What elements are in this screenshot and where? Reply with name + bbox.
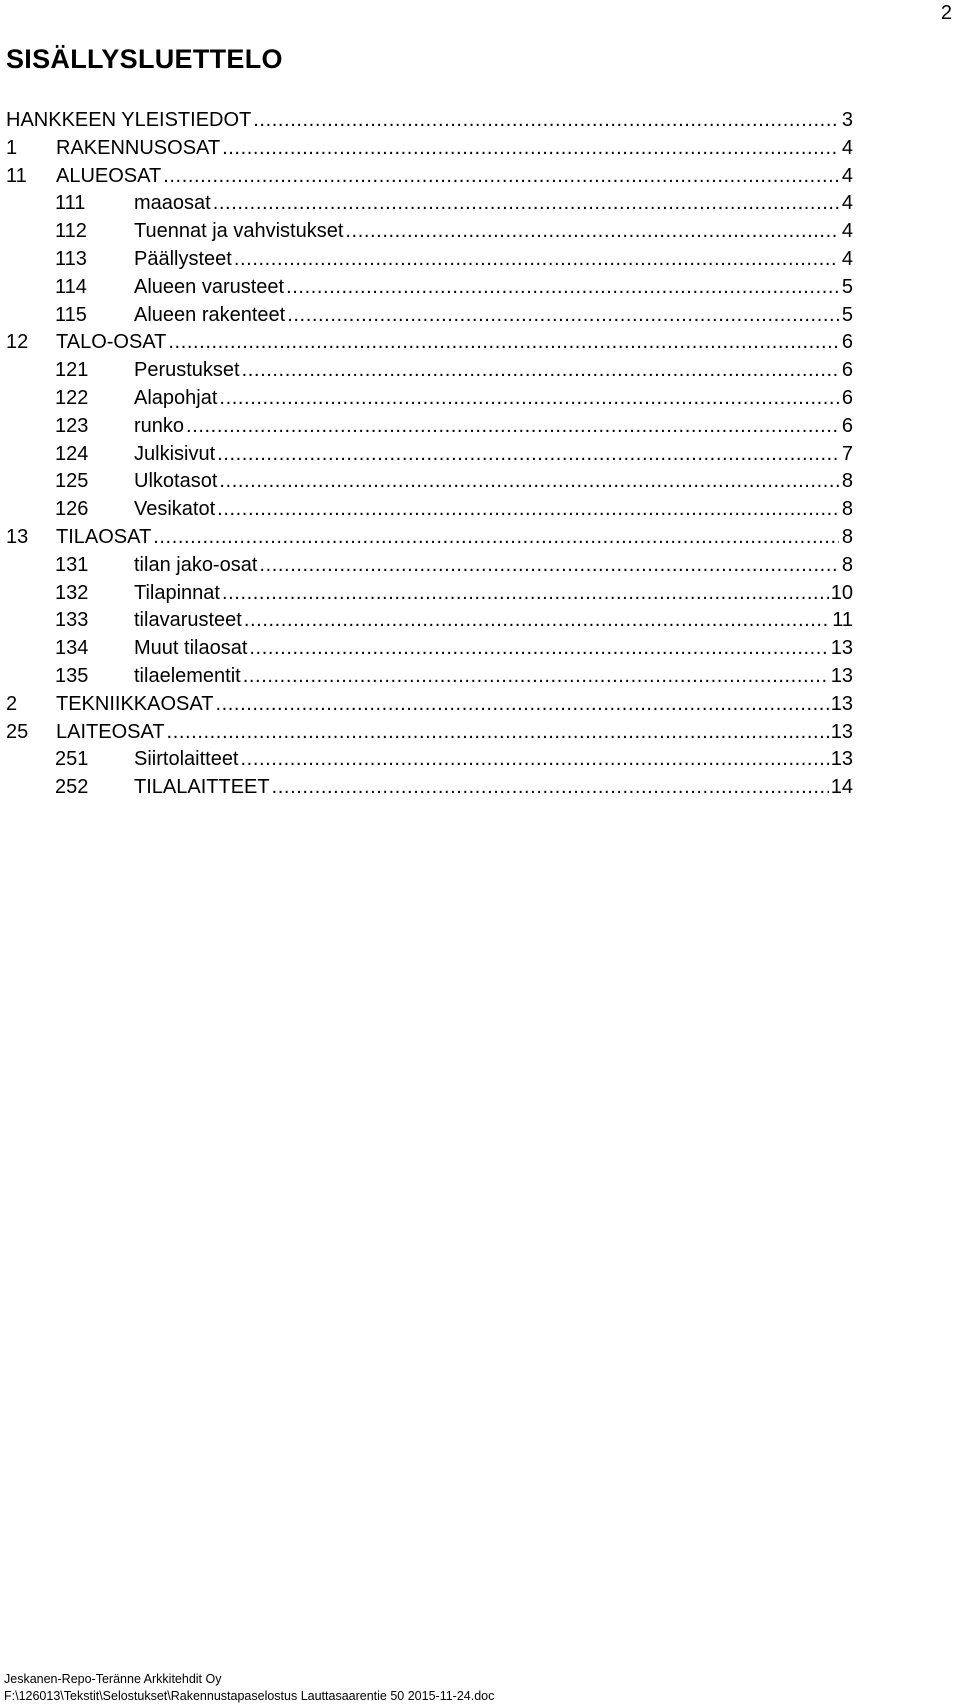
toc-entry-title: Tilapinnat [134, 581, 220, 604]
toc-dot-leader [219, 468, 839, 496]
toc-dot-leader [243, 663, 829, 691]
toc-dot-leader [241, 746, 829, 774]
footer-company: Jeskanen-Repo-Teränne Arkkitehdit Oy [4, 1672, 222, 1686]
toc-entry[interactable] [6, 357, 853, 385]
toc-dot-leader [217, 496, 839, 524]
table-of-contents [6, 107, 853, 802]
toc-dot-leader [186, 413, 839, 441]
toc-entry[interactable] [6, 163, 853, 191]
toc-entry[interactable] [6, 274, 853, 302]
toc-entry-number: 115 [55, 303, 87, 326]
toc-entry-page: 5 [841, 303, 853, 326]
toc-entry-title: Vesikatot [134, 498, 216, 521]
toc-entry[interactable] [6, 190, 853, 218]
toc-entry-page: 11 [832, 609, 853, 632]
toc-entry-number: 112 [55, 220, 87, 243]
toc-entry[interactable] [6, 663, 853, 691]
toc-entry-number: 114 [55, 275, 87, 298]
toc-entry-page: 8 [841, 525, 853, 548]
toc-entry-title: ALUEOSAT [56, 164, 162, 187]
footer-file-path: F:\126013\Tekstit\Selostukset\Rakennustapaselostus Lauttasaarentie 50 2015-11-24.doc [4, 1689, 495, 1703]
toc-entry-number: 135 [55, 664, 89, 687]
toc-entry-number: 12 [6, 331, 29, 354]
toc-entry-page: 6 [841, 331, 853, 354]
toc-entry-number: 131 [55, 553, 89, 576]
toc-entry-number: 111 [55, 192, 86, 215]
toc-entry-title: Alueen varusteet [134, 275, 285, 298]
toc-entry-title: tilan jako-osat [134, 553, 258, 576]
toc-entry-number: 252 [55, 776, 89, 799]
toc-dot-leader [345, 218, 839, 246]
toc-entry-number: 134 [55, 637, 89, 660]
toc-entry-page: 8 [841, 498, 853, 521]
toc-dot-leader [272, 774, 829, 802]
toc-entry-page: 6 [841, 386, 853, 409]
toc-entry-title: maaosat [134, 192, 211, 215]
toc-dot-leader [168, 329, 839, 357]
toc-entry-title: TALO-OSAT [56, 331, 167, 354]
toc-entry[interactable] [6, 552, 853, 580]
toc-dot-leader [249, 635, 828, 663]
toc-entry[interactable] [6, 635, 853, 663]
toc-entry-title: Alapohjat [134, 386, 218, 409]
toc-dot-leader [253, 107, 839, 135]
toc-dot-leader [167, 719, 829, 747]
toc-entry-page: 4 [841, 247, 853, 270]
toc-entry-title: Ulkotasot [134, 470, 218, 493]
toc-entry-title: Siirtolaitteet [134, 748, 239, 771]
toc-entry-number: 2 [6, 692, 18, 715]
toc-entry[interactable] [6, 524, 853, 552]
toc-entry-page: 5 [841, 275, 853, 298]
toc-entry-page: 4 [841, 192, 853, 215]
toc-entry-title: Julkisivut [134, 442, 216, 465]
toc-entry-number: 132 [55, 581, 89, 604]
toc-entry-page: 13 [830, 692, 853, 715]
toc-entry[interactable] [6, 385, 853, 413]
toc-dot-leader [163, 163, 839, 191]
toc-entry[interactable] [6, 468, 853, 496]
toc-dot-leader [242, 357, 839, 385]
toc-entry-number: 251 [55, 748, 89, 771]
toc-entry-page: 4 [841, 136, 853, 159]
toc-entry-title: TEKNIIKKAOSAT [56, 692, 214, 715]
toc-entry[interactable] [6, 302, 853, 330]
toc-entry-title: Päällysteet [134, 247, 232, 270]
toc-entry-title: tilavarusteet [134, 609, 242, 632]
toc-entry-title: LAITEOSAT [56, 720, 165, 743]
toc-entry-title: TILAOSAT [56, 525, 152, 548]
toc-entry-page: 13 [830, 720, 853, 743]
toc-entry-page: 13 [830, 664, 853, 687]
toc-entry-number: 126 [55, 498, 89, 521]
toc-entry[interactable] [6, 774, 853, 802]
toc-entry-title: TILALAITTEET [134, 776, 270, 799]
toc-entry-title: runko [134, 414, 185, 437]
toc-entry[interactable] [6, 691, 853, 719]
toc-entry-title: RAKENNUSOSAT [56, 136, 221, 159]
toc-entry-page: 6 [841, 414, 853, 437]
page-number: 2 [940, 2, 952, 24]
toc-entry[interactable] [6, 413, 853, 441]
toc-dot-leader [153, 524, 839, 552]
toc-entry-number: 125 [55, 470, 89, 493]
toc-dot-leader [217, 441, 839, 469]
toc-dot-leader [213, 190, 839, 218]
toc-entry-number: 122 [55, 386, 89, 409]
toc-entry[interactable] [6, 746, 853, 774]
toc-dot-leader [287, 302, 839, 330]
toc-entry-page: 4 [841, 220, 853, 243]
toc-entry[interactable] [6, 246, 853, 274]
toc-entry-title: Muut tilaosat [134, 637, 248, 660]
toc-entry-page: 8 [841, 470, 853, 493]
toc-entry-page: 4 [841, 164, 853, 187]
toc-entry[interactable] [6, 607, 853, 635]
toc-entry-page: 6 [841, 359, 853, 382]
toc-entry-number: 13 [6, 525, 29, 548]
toc-entry[interactable] [6, 580, 853, 608]
toc-entry[interactable] [6, 496, 853, 524]
toc-dot-leader [244, 607, 830, 635]
toc-entry[interactable] [6, 329, 853, 357]
toc-entry-page: 14 [830, 776, 853, 799]
toc-entry[interactable] [6, 218, 853, 246]
toc-entry-number: 133 [55, 609, 89, 632]
toc-dot-leader [222, 135, 839, 163]
toc-dot-leader [286, 274, 839, 302]
toc-dot-leader [234, 246, 839, 274]
document-title: SISÄLLYSLUETTELO [6, 44, 283, 74]
toc-entry-title: Tuennat ja vahvistukset [134, 220, 344, 243]
toc-entry-title: Perustukset [134, 359, 240, 382]
toc-entry[interactable] [6, 135, 853, 163]
toc-entry-page: 10 [830, 581, 853, 604]
toc-entry-page: 13 [830, 748, 853, 771]
toc-entry-title: Alueen rakenteet [134, 303, 286, 326]
toc-entry-page: 13 [830, 637, 853, 660]
toc-entry-number: 113 [55, 247, 87, 270]
toc-entry-page: 3 [841, 109, 853, 131]
toc-entry[interactable] [6, 107, 853, 135]
toc-dot-leader [222, 580, 829, 608]
toc-entry-number: 121 [55, 359, 89, 382]
toc-entry[interactable] [6, 441, 853, 469]
toc-entry-title: HANKKEEN YLEISTIEDOT [6, 109, 252, 131]
toc-entry[interactable] [6, 719, 853, 747]
page-footer [4, 1671, 494, 1705]
toc-entry-number: 25 [6, 720, 29, 743]
toc-entry-number: 124 [55, 442, 89, 465]
toc-entry-number: 1 [6, 136, 18, 159]
toc-entry-page: 8 [841, 553, 853, 576]
toc-entry-number: 11 [6, 164, 27, 187]
toc-dot-leader [215, 691, 828, 719]
toc-entry-page: 7 [841, 442, 853, 465]
toc-entry-title: tilaelementit [134, 664, 241, 687]
toc-dot-leader [259, 552, 839, 580]
toc-dot-leader [219, 385, 839, 413]
toc-entry-number: 123 [55, 414, 89, 437]
